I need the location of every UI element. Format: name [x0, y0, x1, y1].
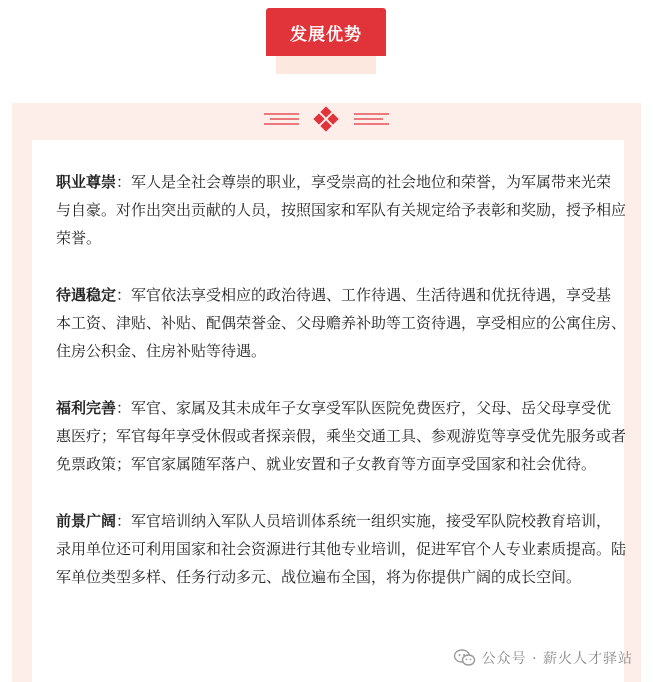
section-title [266, 8, 386, 56]
section-paragraph [56, 168, 626, 252]
title-shadow-decoration [276, 56, 376, 74]
section-paragraph [56, 394, 626, 478]
section-label: 待遇稳定 [56, 286, 117, 304]
ornament-divider-icon [12, 103, 641, 140]
section-label: 福利完善 [56, 399, 117, 417]
section-label: 职业尊崇 [56, 173, 117, 191]
section-title-text: 发展优势 [290, 24, 362, 45]
watermark-text: 公众号 · 薪火人才驿站 [481, 651, 633, 667]
wechat-watermark [454, 648, 633, 668]
content-frame [12, 103, 641, 682]
section-paragraph [56, 281, 626, 365]
content-card [32, 140, 627, 682]
content-body [56, 168, 626, 620]
section-text: ：军人是全社会尊崇的职业，享受崇高的社会地位和荣誉，为军属带来光荣与自豪。对作出突出贡献的人员，按照国家和军队有关规定给予表彰和奖励，授予相应荣誉。 [56, 173, 627, 247]
section-text: ：军官培训纳入军队人员培训体系统一组织实施，接受军队院校教育培训，录用单位还可利用国家和社会资源进行其他专业培训，促进军官个人专业素质提高。陆军单位类型多样、任务行动多元、战位遍布全国，将为你提供广阔的成长空间。 [56, 512, 627, 586]
wechat-icon [454, 649, 476, 667]
section-label: 前景广阔 [56, 512, 117, 530]
section-text: ：军官依法享受相应的政治待遇、工作待遇、生活待遇和优抚待遇，享受基本工资、津贴、补贴、配偶荣誉金、父母赡养补助等工资待遇，享受相应的公寓住房、住房公积金、住房补贴等待遇。 [56, 286, 627, 360]
section-text: ：军官、家属及其未成年子女享受军队医院免费医疗，父母、岳父母享受优惠医疗；军官每年享受休假或者探亲假，乘坐交通工具、参观游览等享受优先服务或者免票政策；军官家属随军落户、就业安置和子女教育等方面享受国家和社会优待。 [56, 399, 627, 473]
section-paragraph [56, 507, 626, 591]
